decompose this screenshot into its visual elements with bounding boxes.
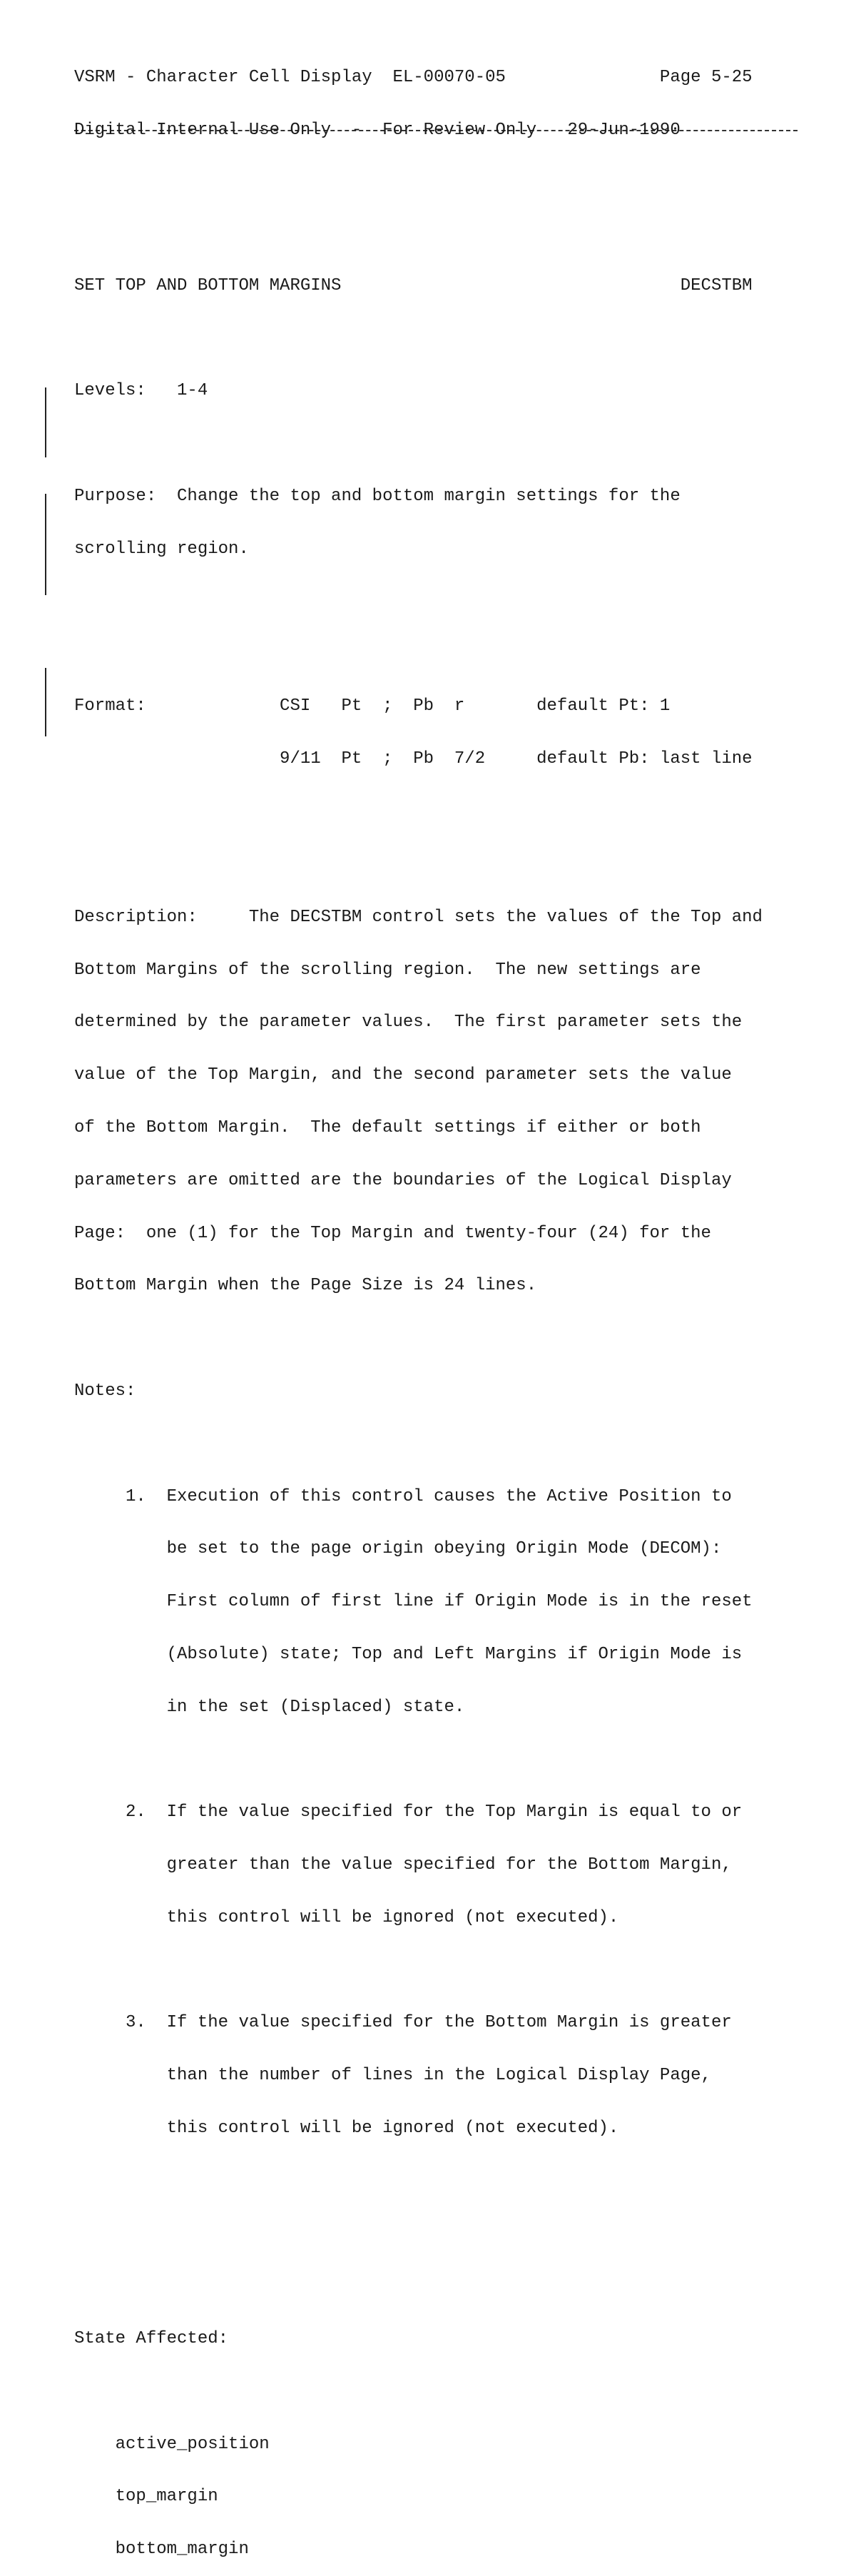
format-line-2: 9/11 Pt ; Pb 7/2 default Pb: last line <box>74 749 753 769</box>
change-bar-note3 <box>45 668 46 736</box>
note-1-line: 1. Execution of this control causes the Active Position to <box>74 1486 732 1506</box>
page-text <box>74 34 763 2576</box>
state-item: bottom_margin <box>74 2540 249 2560</box>
note-1-line: be set to the page origin obeying Origin Mode (DECOM): <box>74 1539 722 1559</box>
state-affected-heading: State Affected: <box>74 2329 229 2348</box>
section-title: SET TOP AND BOTTOM MARGINS DECSTBM <box>74 275 753 295</box>
header-line-2: Digital Internal Use Only - For Review Only 29-Jun-1990 <box>74 120 681 140</box>
note-2-line: 2. If the value specified for the Top Margin is equal to or <box>74 1802 743 1822</box>
note-3-line: than the number of lines in the Logical Display Page, <box>74 2066 711 2086</box>
note-3-line: this control will be ignored (not executed). <box>74 2118 619 2138</box>
description-line: Page: one (1) for the Top Margin and twenty-four (24) for the <box>74 1223 711 1243</box>
change-bar-description <box>45 387 46 457</box>
purpose-line-1: Purpose: Change the top and bottom margin settings for the <box>74 486 681 506</box>
note-2-line: greater than the value specified for the Bottom Margin, <box>74 1855 732 1875</box>
state-item: top_margin <box>74 2487 218 2507</box>
purpose-line-2: scrolling region. <box>74 539 249 559</box>
header-line-1: VSRM - Character Cell Display EL-00070-05 Page 5-25 <box>74 68 753 88</box>
note-1-line: First column of first line if Origin Mode is in the reset <box>74 1592 753 1612</box>
levels-line: Levels: 1-4 <box>74 381 208 401</box>
description-line: determined by the parameter values. The first parameter sets the <box>74 1013 743 1033</box>
description-line: of the Bottom Margin. The default settings if either or both <box>74 1118 701 1138</box>
description-line: Bottom Margin when the Page Size is 24 lines. <box>74 1276 537 1296</box>
note-1-line: in the set (Displaced) state. <box>74 1697 465 1717</box>
notes-heading: Notes: <box>74 1381 136 1401</box>
description-line: value of the Top Margin, and the second parameter sets the value <box>74 1065 732 1085</box>
description-line: Bottom Margins of the scrolling region. The new settings are <box>74 960 701 980</box>
description-line: Description: The DECSTBM control sets the values of the Top and <box>74 907 763 927</box>
state-item: active_position <box>74 2434 270 2454</box>
format-line-1: Format: CSI Pt ; Pb r default Pt: 1 <box>74 696 671 716</box>
description-line: parameters are omitted are the boundaries of the Logical Display <box>74 1170 732 1190</box>
note-2-line: this control will be ignored (not executed). <box>74 1907 619 1927</box>
note-1-line: (Absolute) state; Top and Left Margins if Origin Mode is <box>74 1644 743 1664</box>
change-bar-note1 <box>45 494 46 595</box>
note-3-line: 3. If the value specified for the Bottom Margin is greater <box>74 2013 732 2033</box>
